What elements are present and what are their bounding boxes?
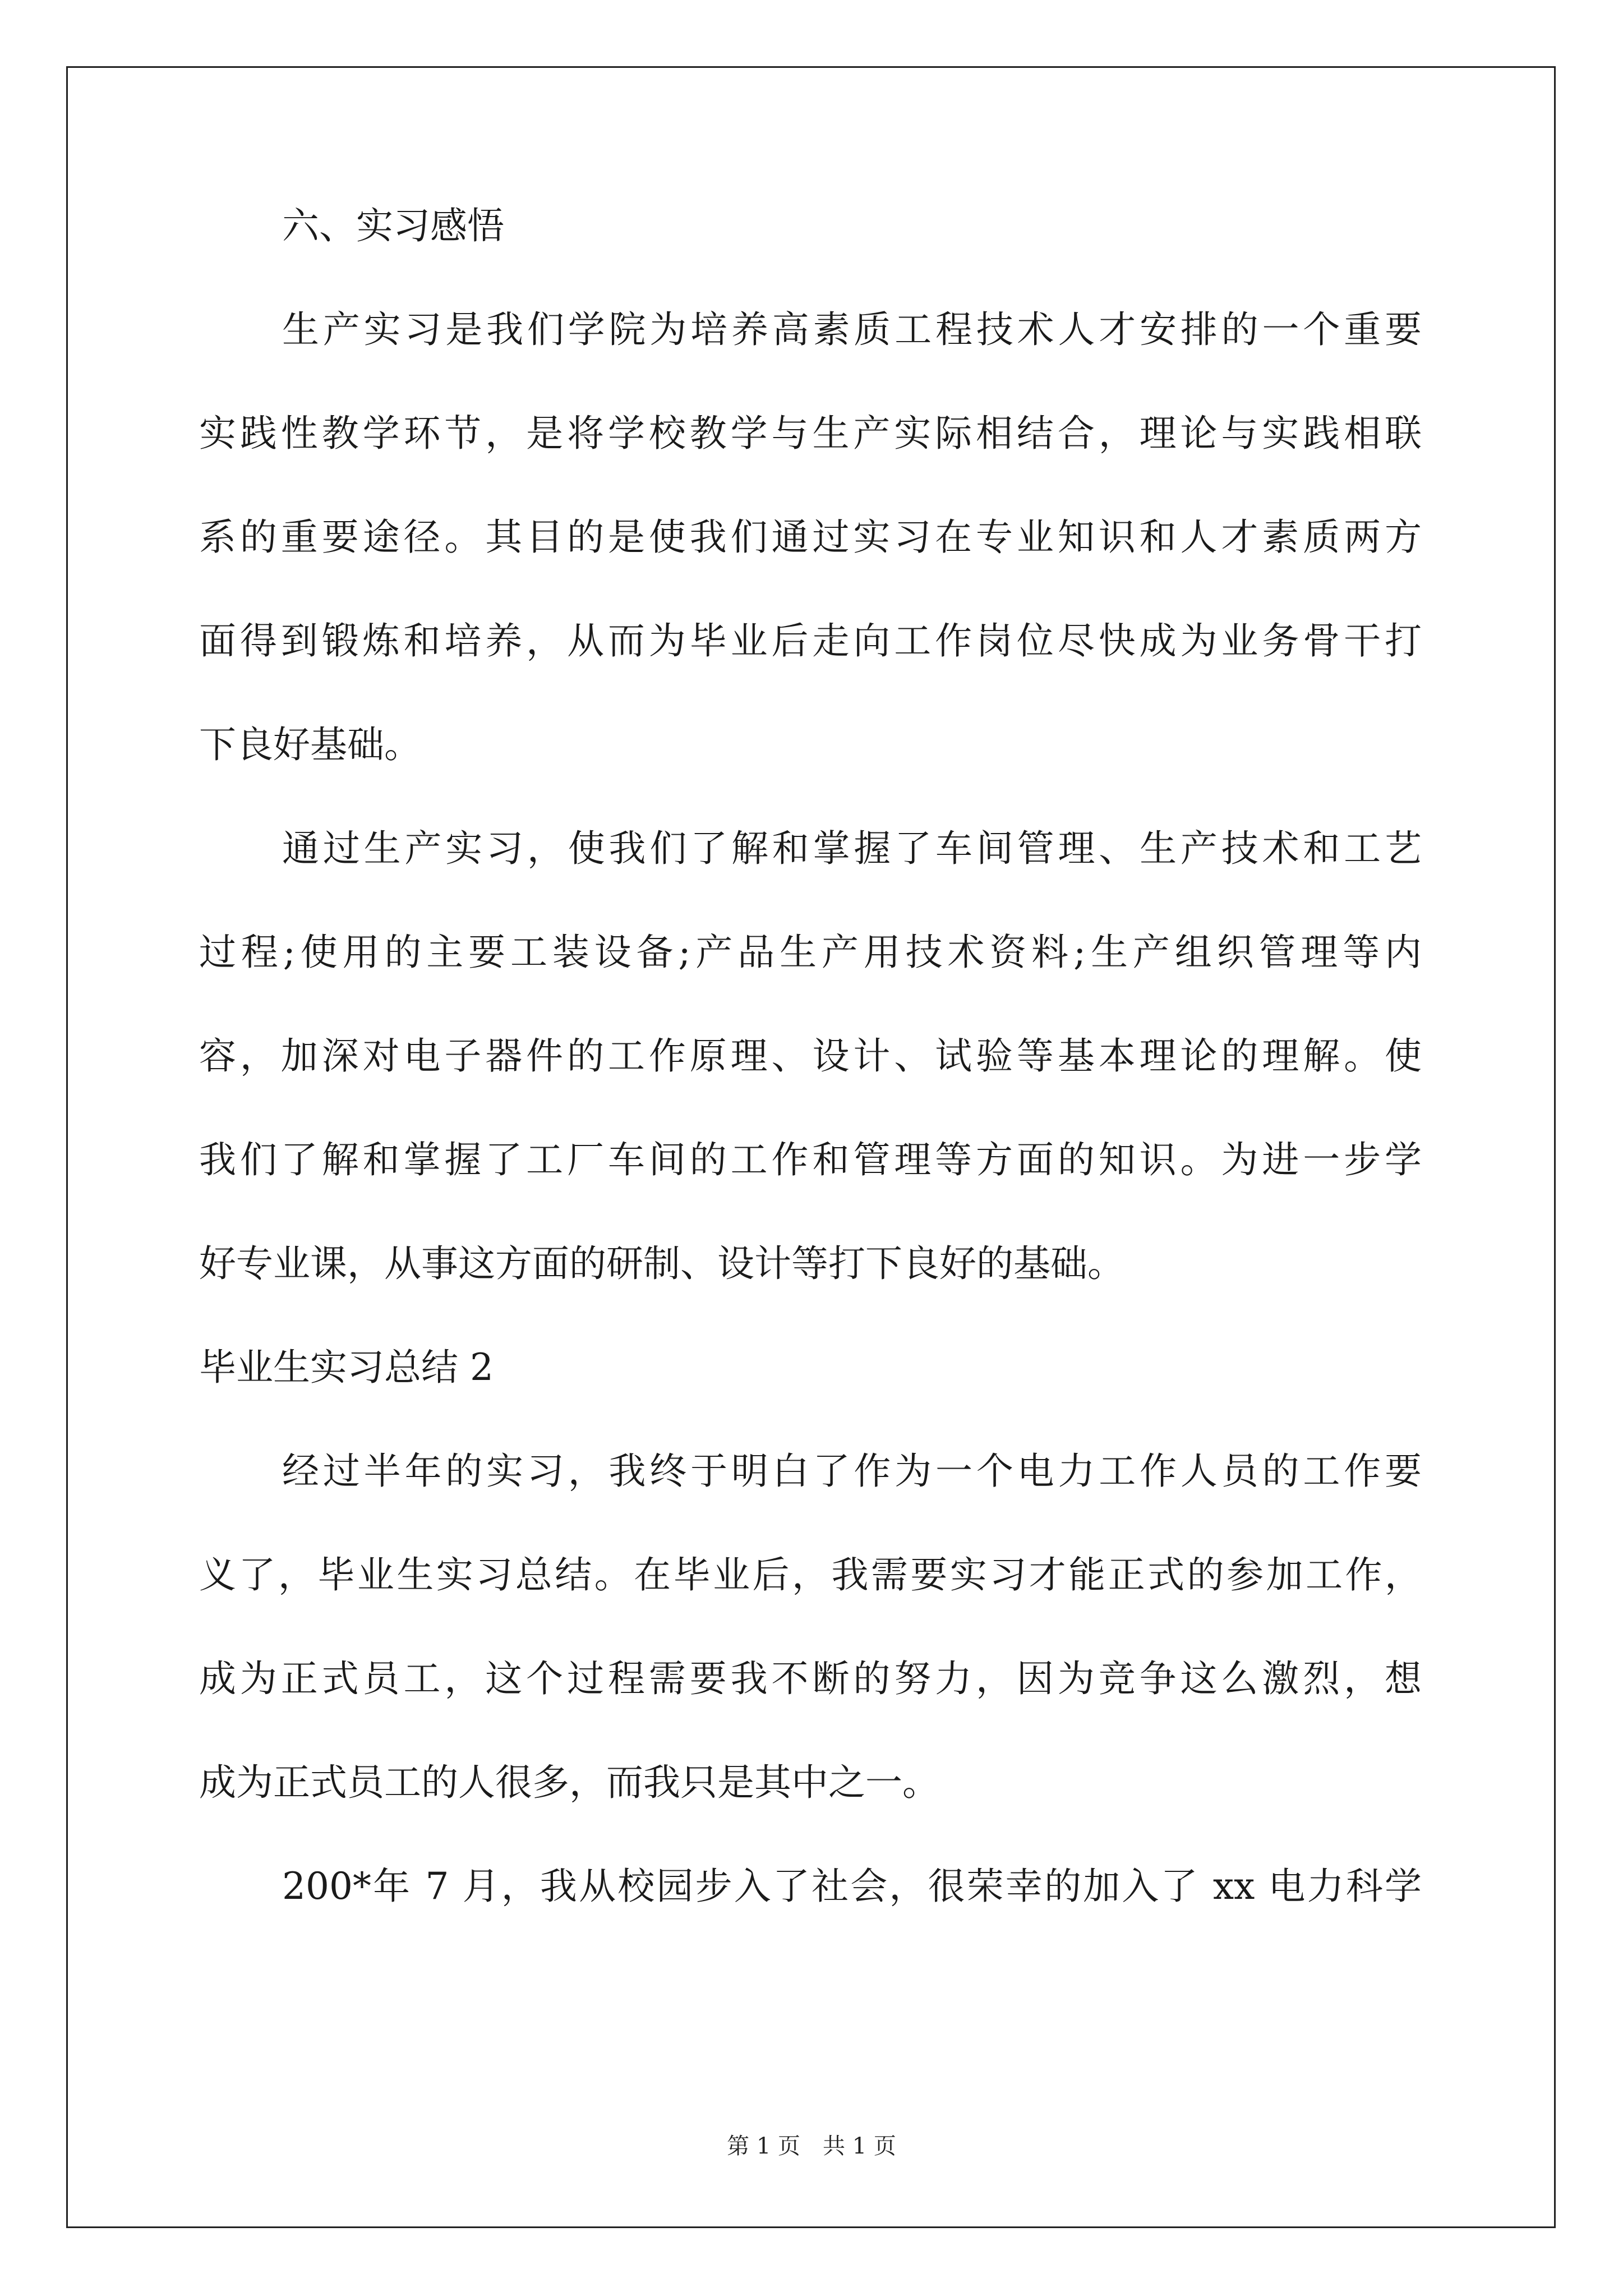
text-line: 200*年 7 月，我从校园步入了社会，很荣幸的加入了 xx 电力科学	[282, 1865, 1422, 1908]
text-line: 容，加深对电子器件的工作原理、设计、试验等基本理论的理解。使	[199, 1034, 1422, 1078]
text-line: 下良好基础。	[199, 723, 421, 766]
page-number: 第 1 页 共 1 页	[727, 2133, 896, 2159]
text-line: 好专业课，从事这方面的研制、设计等打下良好的基础。	[199, 1242, 1124, 1285]
text-line: 生产实习是我们学院为培养高素质工程技术人才安排的一个重要	[282, 308, 1422, 351]
text-line: 实践性教学环节，是将学校教学与生产实际相结合，理论与实践相联	[199, 412, 1422, 455]
text-line: 义了，毕业生实习总结。在毕业后，我需要实习才能正式的参加工作，	[199, 1553, 1422, 1596]
text-line: 我们了解和掌握了工厂车间的工作和管理等方面的知识。为进一步学	[199, 1138, 1422, 1181]
section-title: 毕业生实习总结 2	[199, 1346, 494, 1389]
text-line: 过程;使用的主要工装设备;产品生产用技术资料;生产组织管理等内	[199, 931, 1422, 974]
text-line: 经过半年的实习，我终于明白了作为一个电力工作人员的工作要	[282, 1450, 1422, 1493]
text-line: 系的重要途径。其目的是使我们通过实习在专业知识和人才素质两方	[199, 516, 1422, 559]
text-line: 成为正式员工，这个过程需要我不断的努力，因为竞争这么激烈，想	[199, 1657, 1422, 1700]
text-line: 通过生产实习，使我们了解和掌握了车间管理、生产技术和工艺	[282, 827, 1422, 870]
text-line: 成为正式员工的人很多，而我只是其中之一。	[199, 1761, 939, 1804]
section-heading: 六、实习感悟	[282, 204, 504, 247]
text-line: 面得到锻炼和培养，从而为毕业后走向工作岗位尽快成为业务骨干打	[199, 619, 1422, 662]
